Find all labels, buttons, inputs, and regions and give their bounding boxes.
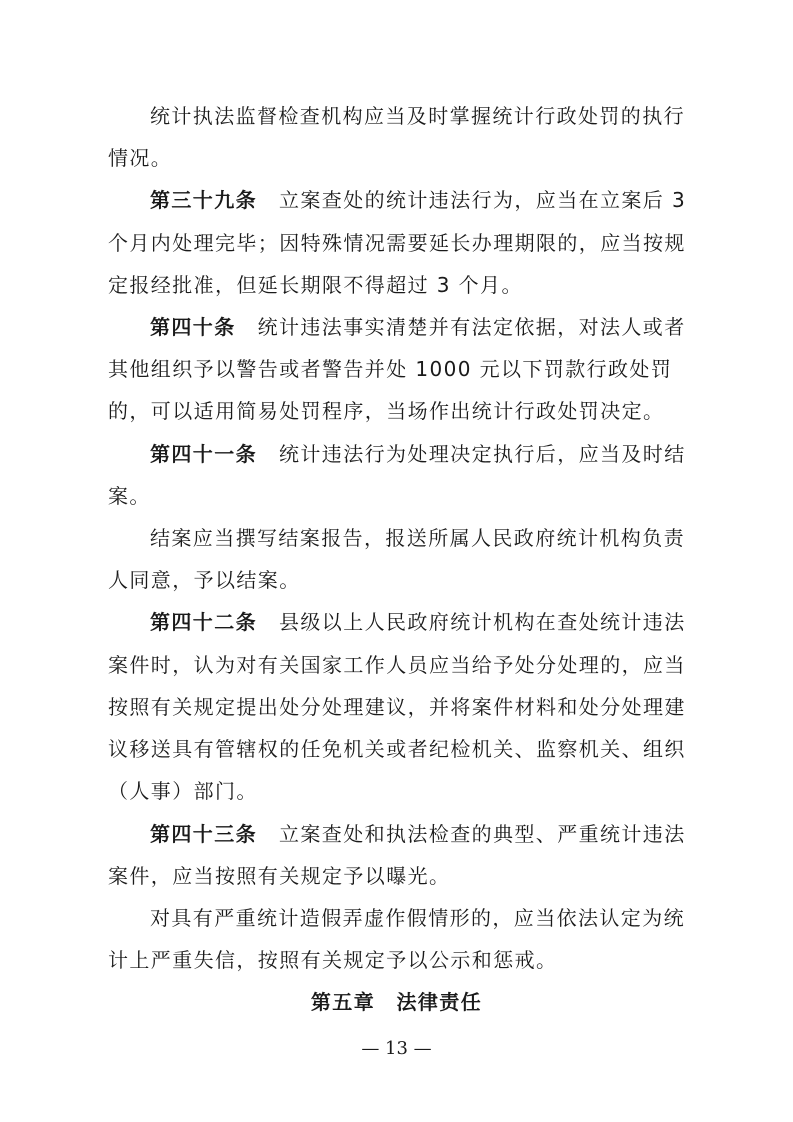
paragraph-line: 人同意，予以结案。 — [108, 568, 301, 592]
article-heading: 第四十三条 — [150, 822, 257, 846]
paragraph-line: 议移送具有管辖权的任免机关或者纪检机关、监察机关、组织 — [108, 737, 686, 761]
article-line: 第四十二条 县级以上人民政府统计机构在查处统计违法 — [150, 610, 686, 634]
page-number: — 13 — — [361, 1038, 432, 1059]
paragraph-line: （人事）部门。 — [108, 779, 258, 803]
article-heading: 第四十条 — [150, 315, 236, 339]
paragraph-line: 情况。 — [108, 146, 173, 170]
paragraph-line: 结案应当撰写结案报告，报送所属人民政府统计机构负责 — [150, 526, 685, 550]
paragraph-line: 个月内处理完毕；因特殊情况需要延长办理期限的，应当按规 — [108, 231, 686, 255]
paragraph-line: 对具有严重统计造假弄虚作假情形的，应当依法认定为统 — [150, 906, 685, 930]
article-heading: 第四十一条 — [150, 442, 257, 466]
article-line: 第四十条 统计违法事实清楚并有法定依据，对法人或者 — [150, 315, 686, 339]
article-line: 第四十一条 统计违法行为处理决定执行后，应当及时结 — [150, 442, 686, 466]
article-heading: 第四十二条 — [150, 610, 257, 634]
paragraph-line: 其他组织予以警告或者警告并处 1000 元以下罚款行政处罚 — [108, 357, 673, 381]
paragraph-line: 案。 — [108, 484, 151, 508]
chapter-heading: 第五章 法律责任 — [310, 990, 483, 1014]
paragraph-line: 案件，应当按照有关规定予以曝光。 — [108, 864, 451, 888]
article-line: 第三十九条 立案查处的统计违法行为，应当在立案后 3 — [150, 188, 687, 212]
paragraph-line: 案件时，认为对有关国家工作人员应当给予处分处理的，应当 — [108, 653, 686, 677]
paragraph-line: 定报经批准，但延长期限不得超过 3 个月。 — [108, 273, 523, 297]
paragraph-line: 的，可以适用简易处罚程序，当场作出统计行政处罚决定。 — [108, 399, 665, 423]
paragraph-line: 统计执法监督检查机构应当及时掌握统计行政处罚的执行 — [150, 104, 685, 128]
article-line: 第四十三条 立案查处和执法检查的典型、严重统计违法 — [150, 822, 686, 846]
paragraph-line: 计上严重失信，按照有关规定予以公示和惩戒。 — [108, 948, 558, 972]
article-heading: 第三十九条 — [150, 188, 257, 212]
paragraph-line: 按照有关规定提出处分处理建议，并将案件材料和处分处理建 — [108, 695, 686, 719]
